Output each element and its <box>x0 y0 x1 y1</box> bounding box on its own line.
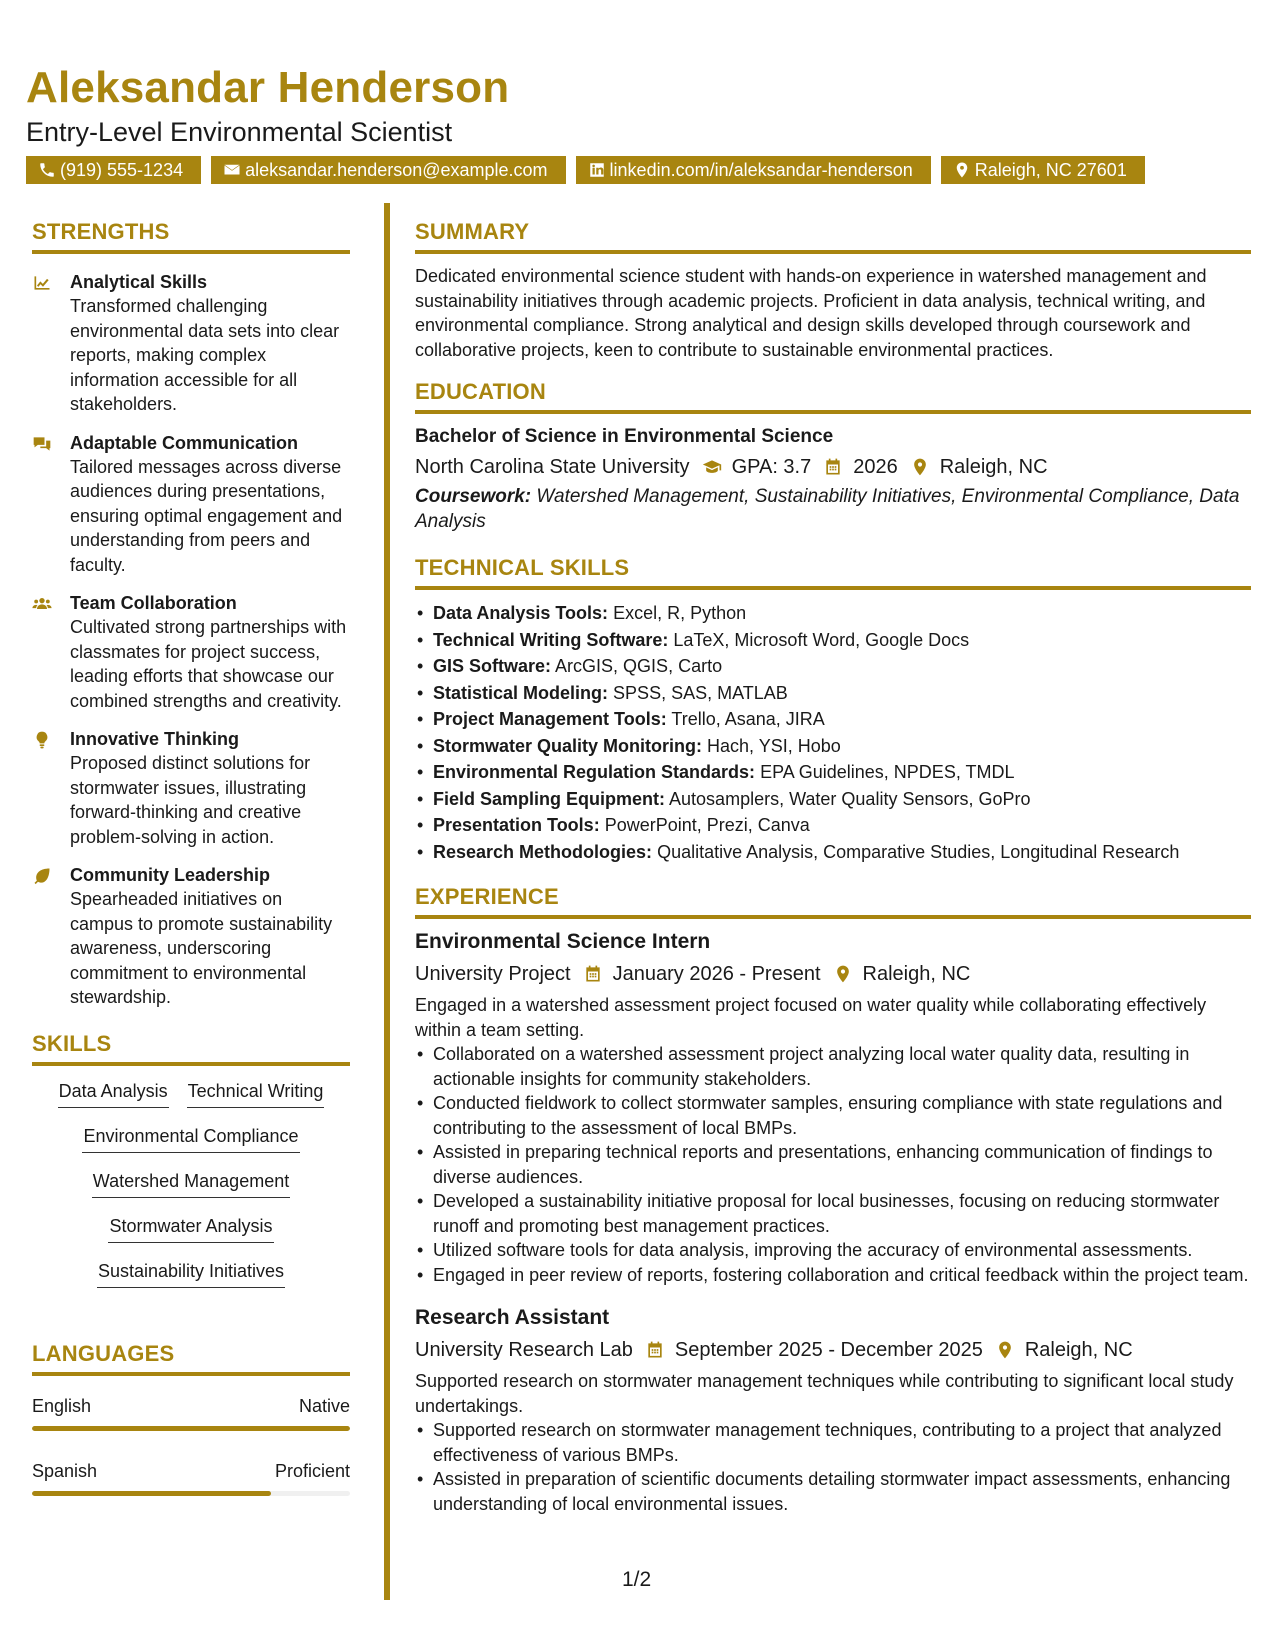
job-meta <box>415 1335 1251 1365</box>
education-gpa: GPA: 3.7 <box>731 456 812 478</box>
strength-title: Innovative Thinking <box>70 729 240 749</box>
job-description: Engaged in a watershed assessment project focused on water quality while collaborating effectively within a team setting. <box>415 995 1207 1040</box>
job-title: Research Assistant <box>415 1306 610 1329</box>
map-marker-icon <box>995 1340 1015 1360</box>
skill-tag: Environmental Compliance <box>82 1123 299 1153</box>
tech-skill-item <box>415 786 1251 813</box>
education-location: Raleigh, NC <box>939 456 1048 478</box>
tech-skill-value: Qualitative Analysis, Comparative Studies, Longitudinal Research <box>657 841 1180 862</box>
contact-linkedin-text: linkedin.com/in/aleksandar-henderson <box>609 159 913 180</box>
strength-desc: Cultivated strong partnerships with classmates for project success, leading efforts that showcase our combined strengths and creativity. <box>70 617 347 711</box>
comments-icon <box>32 434 52 454</box>
strength-title: Team Collaboration <box>70 593 237 613</box>
job-dates: September 2025 - December 2025 <box>674 1339 983 1361</box>
skills-section <box>32 1030 350 1303</box>
skill-tag: Data Analysis <box>58 1078 169 1108</box>
job-entry <box>415 927 1251 1287</box>
column-divider <box>384 203 390 1600</box>
tech-skill-value: LaTeX, Microsoft Word, Google Docs <box>673 629 970 650</box>
tech-skill-label: Data Analysis Tools: <box>433 603 609 623</box>
map-marker-icon <box>910 457 930 477</box>
language-bar-fill <box>32 1491 271 1496</box>
graduation-cap-icon <box>702 457 722 477</box>
contact-phone[interactable] <box>26 156 201 184</box>
tech-skill-item <box>415 627 1251 654</box>
language-item <box>32 1394 350 1431</box>
strengths-heading: STRENGTHS <box>32 218 350 254</box>
job-org: University Research Lab <box>415 1339 633 1361</box>
strength-item <box>32 270 350 417</box>
contact-phone-text: (919) 555-1234 <box>60 159 184 180</box>
tech-skill-label: Presentation Tools: <box>433 815 600 835</box>
right-column <box>415 218 1251 1516</box>
language-level: Proficient <box>274 1460 350 1481</box>
language-name: English <box>32 1395 92 1416</box>
envelope-icon <box>223 161 241 179</box>
tech-skill-label: Stormwater Quality Monitoring: <box>433 735 703 756</box>
job-bullet: • Conducted fieldwork to collect stormwater samples, ensuring compliance with state regulations and contributing to the assessment of local BMPs. <box>415 1091 1251 1140</box>
job-description: Supported research on stormwater management techniques while contributing to significant local study undertakings. <box>415 1371 1234 1416</box>
page-number: 1/2 <box>622 1568 652 1591</box>
language-bar <box>32 1491 350 1496</box>
calendar-icon <box>645 1340 665 1360</box>
job-dates: January 2026 - Present <box>612 963 821 985</box>
languages-heading: LANGUAGES <box>32 1340 350 1376</box>
strength-desc: Transformed challenging environmental data sets into clear reports, making complex information accessible for all stakeholders. <box>70 296 340 414</box>
strength-title: Adaptable Communication <box>70 432 299 453</box>
skill-tag: Sustainability Initiatives <box>97 1258 285 1288</box>
job-location: Raleigh, NC <box>862 963 971 985</box>
strength-title: Community Leadership <box>70 865 271 885</box>
education-school: North Carolina State University <box>415 456 690 478</box>
job-bullet: • Supported research on stormwater management techniques, contributing to a project that analyzed effectiveness of various BMPs. <box>415 1418 1251 1467</box>
contact-bar <box>26 156 1250 184</box>
summary-text: Dedicated environmental science student with hands-on experience in watershed management and sustainability initiatives through academic projects. Proficient in data analysis, technical writing, and environmental compliance. Strong analytical and design skills developed through coursework and collaborative projects, keen to contribute to sustainable environmental practices. <box>415 266 1207 360</box>
skills-heading: SKILLS <box>32 1030 350 1066</box>
strength-item <box>32 863 350 1010</box>
phone-icon <box>38 161 56 179</box>
language-name: Spanish <box>32 1460 98 1481</box>
tech-skill-label: Technical Writing Software: <box>433 629 669 650</box>
summary-section <box>415 218 1251 362</box>
calendar-icon <box>583 964 603 984</box>
tech-skill-label: Environmental Regulation Standards: <box>433 762 756 782</box>
tech-skill-label: Research Methodologies: <box>433 841 653 862</box>
calendar-icon <box>823 457 843 477</box>
tech-skill-label: Project Management Tools: <box>433 709 667 729</box>
job-entry <box>415 1303 1251 1516</box>
skill-tag: Technical Writing <box>187 1078 325 1108</box>
technical-skills-heading: TECHNICAL SKILLS <box>415 554 1251 590</box>
tech-skill-item <box>415 600 1251 627</box>
education-coursework <box>415 485 1251 534</box>
map-marker-icon <box>953 161 971 179</box>
job-location: Raleigh, NC <box>1024 1339 1133 1361</box>
skill-tag: Stormwater Analysis <box>108 1213 273 1243</box>
technical-skills-section <box>415 554 1251 865</box>
strength-item <box>32 591 350 713</box>
tech-skill-value: PowerPoint, Prezi, Canva <box>604 815 810 835</box>
job-bullet: • Assisted in preparation of scientific documents detailing stormwater impact assessments, enhancing understanding of local environmental issues. <box>415 1467 1251 1516</box>
language-bar-fill <box>32 1426 350 1431</box>
tech-skill-value: Trello, Asana, JIRA <box>671 709 825 729</box>
job-meta <box>415 959 1251 989</box>
job-bullet: • Assisted in preparing technical reports and presentations, enhancing communication of findings to diverse audiences. <box>415 1140 1251 1189</box>
tech-skill-value: Excel, R, Python <box>613 603 747 623</box>
strength-item <box>32 431 350 578</box>
tech-skill-label: Field Sampling Equipment: <box>433 788 666 809</box>
lightbulb-icon <box>32 730 52 750</box>
language-bar <box>32 1426 350 1431</box>
contact-email-text: aleksandar.henderson@example.com <box>245 159 548 180</box>
job-bullet: • Engaged in peer review of reports, fostering collaboration and critical feedback within the project team. <box>415 1263 1251 1288</box>
job-bullet: • Collaborated on a watershed assessment project analyzing local water quality data, resulting in actionable insights for community stakeholders. <box>415 1042 1251 1091</box>
tech-skill-item <box>415 759 1251 786</box>
education-section <box>415 378 1251 534</box>
experience-section <box>415 883 1251 1516</box>
languages-section <box>32 1340 350 1496</box>
tech-skill-value: Hach, YSI, Hobo <box>707 735 841 756</box>
job-title: Environmental Science Intern <box>415 930 711 953</box>
tech-skill-label: Statistical Modeling: <box>433 682 609 703</box>
tech-skill-item <box>415 839 1251 866</box>
contact-linkedin[interactable] <box>576 156 931 184</box>
strength-desc: Spearheaded initiatives on campus to promote sustainability awareness, underscoring commitment to environmental stewardship. <box>70 889 333 1007</box>
education-meta <box>415 452 1251 482</box>
job-bullet: • Developed a sustainability initiative proposal for local businesses, focusing on reducing stormwater runoff and promoting best management practices. <box>415 1189 1251 1238</box>
tech-skill-value: ArcGIS, QGIS, Carto <box>555 656 723 676</box>
strength-title: Analytical Skills <box>70 272 208 292</box>
leaf-icon <box>32 866 52 886</box>
contact-location <box>941 156 1145 184</box>
tech-skill-value: Autosamplers, Water Quality Sensors, GoPro <box>669 788 1031 809</box>
job-bullet: • Utilized software tools for data analysis, improving the accuracy of environmental assessments. <box>415 1238 1251 1263</box>
education-year: 2026 <box>853 456 898 478</box>
candidate-title: Entry-Level Environmental Scientist <box>26 117 453 147</box>
resume-header <box>26 62 1250 184</box>
tech-skill-item <box>415 680 1251 707</box>
map-marker-icon <box>833 964 853 984</box>
tech-skill-item <box>415 733 1251 760</box>
tech-skill-item <box>415 812 1251 839</box>
experience-heading: EXPERIENCE <box>415 883 1251 919</box>
summary-heading: SUMMARY <box>415 218 1251 254</box>
candidate-name: Aleksandar Henderson <box>26 63 510 112</box>
language-level: Native <box>298 1395 350 1416</box>
tech-skill-value: EPA Guidelines, NPDES, TMDL <box>760 762 1015 782</box>
strength-desc: Proposed distinct solutions for stormwater issues, illustrating forward-thinking and creative problem-solving in action. <box>70 753 311 847</box>
coursework-list: Watershed Management, Sustainability Initiatives, Environmental Compliance, Data Analysis <box>415 486 1240 532</box>
contact-email[interactable] <box>211 156 565 184</box>
tech-skill-value: SPSS, SAS, MATLAB <box>613 682 788 703</box>
linkedin-icon <box>588 161 606 179</box>
tech-skill-item <box>415 706 1251 733</box>
users-icon <box>32 594 52 614</box>
skill-tag: Watershed Management <box>92 1168 290 1198</box>
language-item <box>32 1459 350 1496</box>
tech-skill-label: GIS Software: <box>433 656 552 676</box>
strengths-section <box>32 218 350 1010</box>
education-heading: EDUCATION <box>415 378 1251 414</box>
education-degree: Bachelor of Science in Environmental Science <box>415 426 834 447</box>
strength-item <box>32 727 350 849</box>
tech-skill-item <box>415 653 1251 680</box>
strength-desc: Tailored messages across diverse audiences during presentations, ensuring optimal engagement and understanding from peers and faculty. <box>70 456 343 575</box>
job-org: University Project <box>415 963 571 985</box>
left-column <box>32 218 350 1496</box>
chart-line-icon <box>32 273 52 293</box>
coursework-label: Coursework: <box>415 486 532 507</box>
contact-location-text: Raleigh, NC 27601 <box>974 159 1127 180</box>
